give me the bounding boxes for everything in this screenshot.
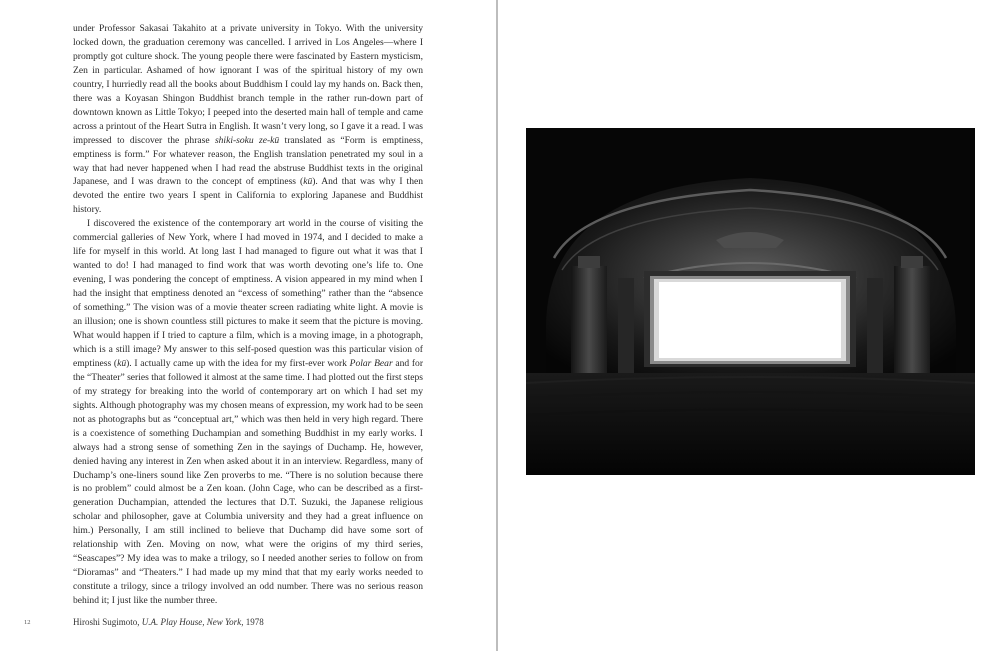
photo-caption: Hiroshi Sugimoto, U.A. Play House, New York, 1978 — [73, 617, 264, 627]
body-text — [73, 22, 423, 608]
paragraph-1: under Professor Sakasai Takahito at a private university in Tokyo. With the university locked down, the graduation ceremony was cancelled. I arrived in Los Angeles—where I promptly got culture shock. The young people there were fascinated by Eastern mysticism, Zen in particular. Ashamed of how ignorant I was of the spiritual history of my own country, I hurriedly read all the books about Buddhism I could lay my hands on. Back then, there was a Koyasan Shingon Buddhist branch temple in the rather run-down part of downtown known as Little Tokyo; I peeped into the deserted main hall of temple and came across a printout of the Heart Sutra in English. It wasn’t very long, so I gave it a read. I was impressed to discover the phrase shiki-soku ze-kū translated as “Form is emptiness, emptiness is form.” For whatever reason, the English translation penetrated my soul in a way that had never happened when I had read the abstruse Buddhist texts in the original Japanese, and I was drawn to the concept of emptiness (kū). And that was why I then devoted the entire two years I spent in California to exploring Japanese and Buddhist history. — [73, 23, 423, 216]
theater-photograph-image — [526, 128, 975, 475]
theater-screen — [659, 282, 841, 358]
theater-photograph — [526, 128, 975, 475]
term-ku: kū — [303, 176, 313, 188]
caption-title: U.A. Play House, New York — [141, 617, 242, 627]
work-title-polar-bear: Polar Bear — [349, 357, 393, 369]
term-ku-2: kū — [117, 357, 127, 369]
left-page — [0, 0, 496, 651]
term-shiki-soku: shiki-soku ze-kū — [214, 134, 280, 146]
paragraph-2: I discovered the existence of the contemporary art world in the course of visiting the commercial galleries of New York, where I had moved in 1974, and I decided to make a life for myself in this world. At long last I had managed to figure out what it was that I wanted to do! I had managed to find work that was worth devoting one’s life to. One evening, I was pondering the concept of emptiness. A vision appeared in my mind when I had the insight that emptiness denoted an “excess of something” rather than the “absence of something.” The vision was of a movie theater screen radiating white light. A movie is an illusion; one is shown countless still pictures to make it seem that the picture is moving. What would happen if I tried to capture a film, which is a moving image, in a photograph, which is a still image? My answer to this self-posed question was this particular vision of emptiness (kū). I actually came up with the idea for my first-ever work Polar Bear and for the “Theater” series that followed it almost at the same time. I had plotted out the first steps of my strategy for breaking into the world of contemporary art on which I had set my sights. Although photography was my chosen means of expression, my work had to be seen not as photographs but as “conceptual art,” which was then held in very high regard. There is a coexistence of something Duchampian and something Buddhist in my early works. I always had a strong sense of something Zen in the sayings of Duchamp. He, however, denied having any interest in Zen when asked about it in an interview. Regardless, many of Duchamp’s one-liners sound like Zen proverbs to me. “There is no solution because there is no problem” could almost be a Zen koan. (John Cage, who can be described as a first-generation Duchampian, attended the lectures that D.T. Suzuki, the Japanese religious scholar and philosopher, gave at Columbia university and they had a great influence on him.) Personally, I am still inclined to believe that Duchamp did have some sort of relationship with Zen. Moving on now, what were the origins of my third series, “Seascapes”? My idea was to make a trilogy, so I needed another series to follow on from “Dioramas” and “Theaters.” I had made up my mind that that my early works needed to constitute a trilogy, since a trilogy involved an odd number. There was no serious reason behind it; I just like the number three. — [73, 218, 423, 607]
page-number: 12 — [24, 619, 31, 626]
